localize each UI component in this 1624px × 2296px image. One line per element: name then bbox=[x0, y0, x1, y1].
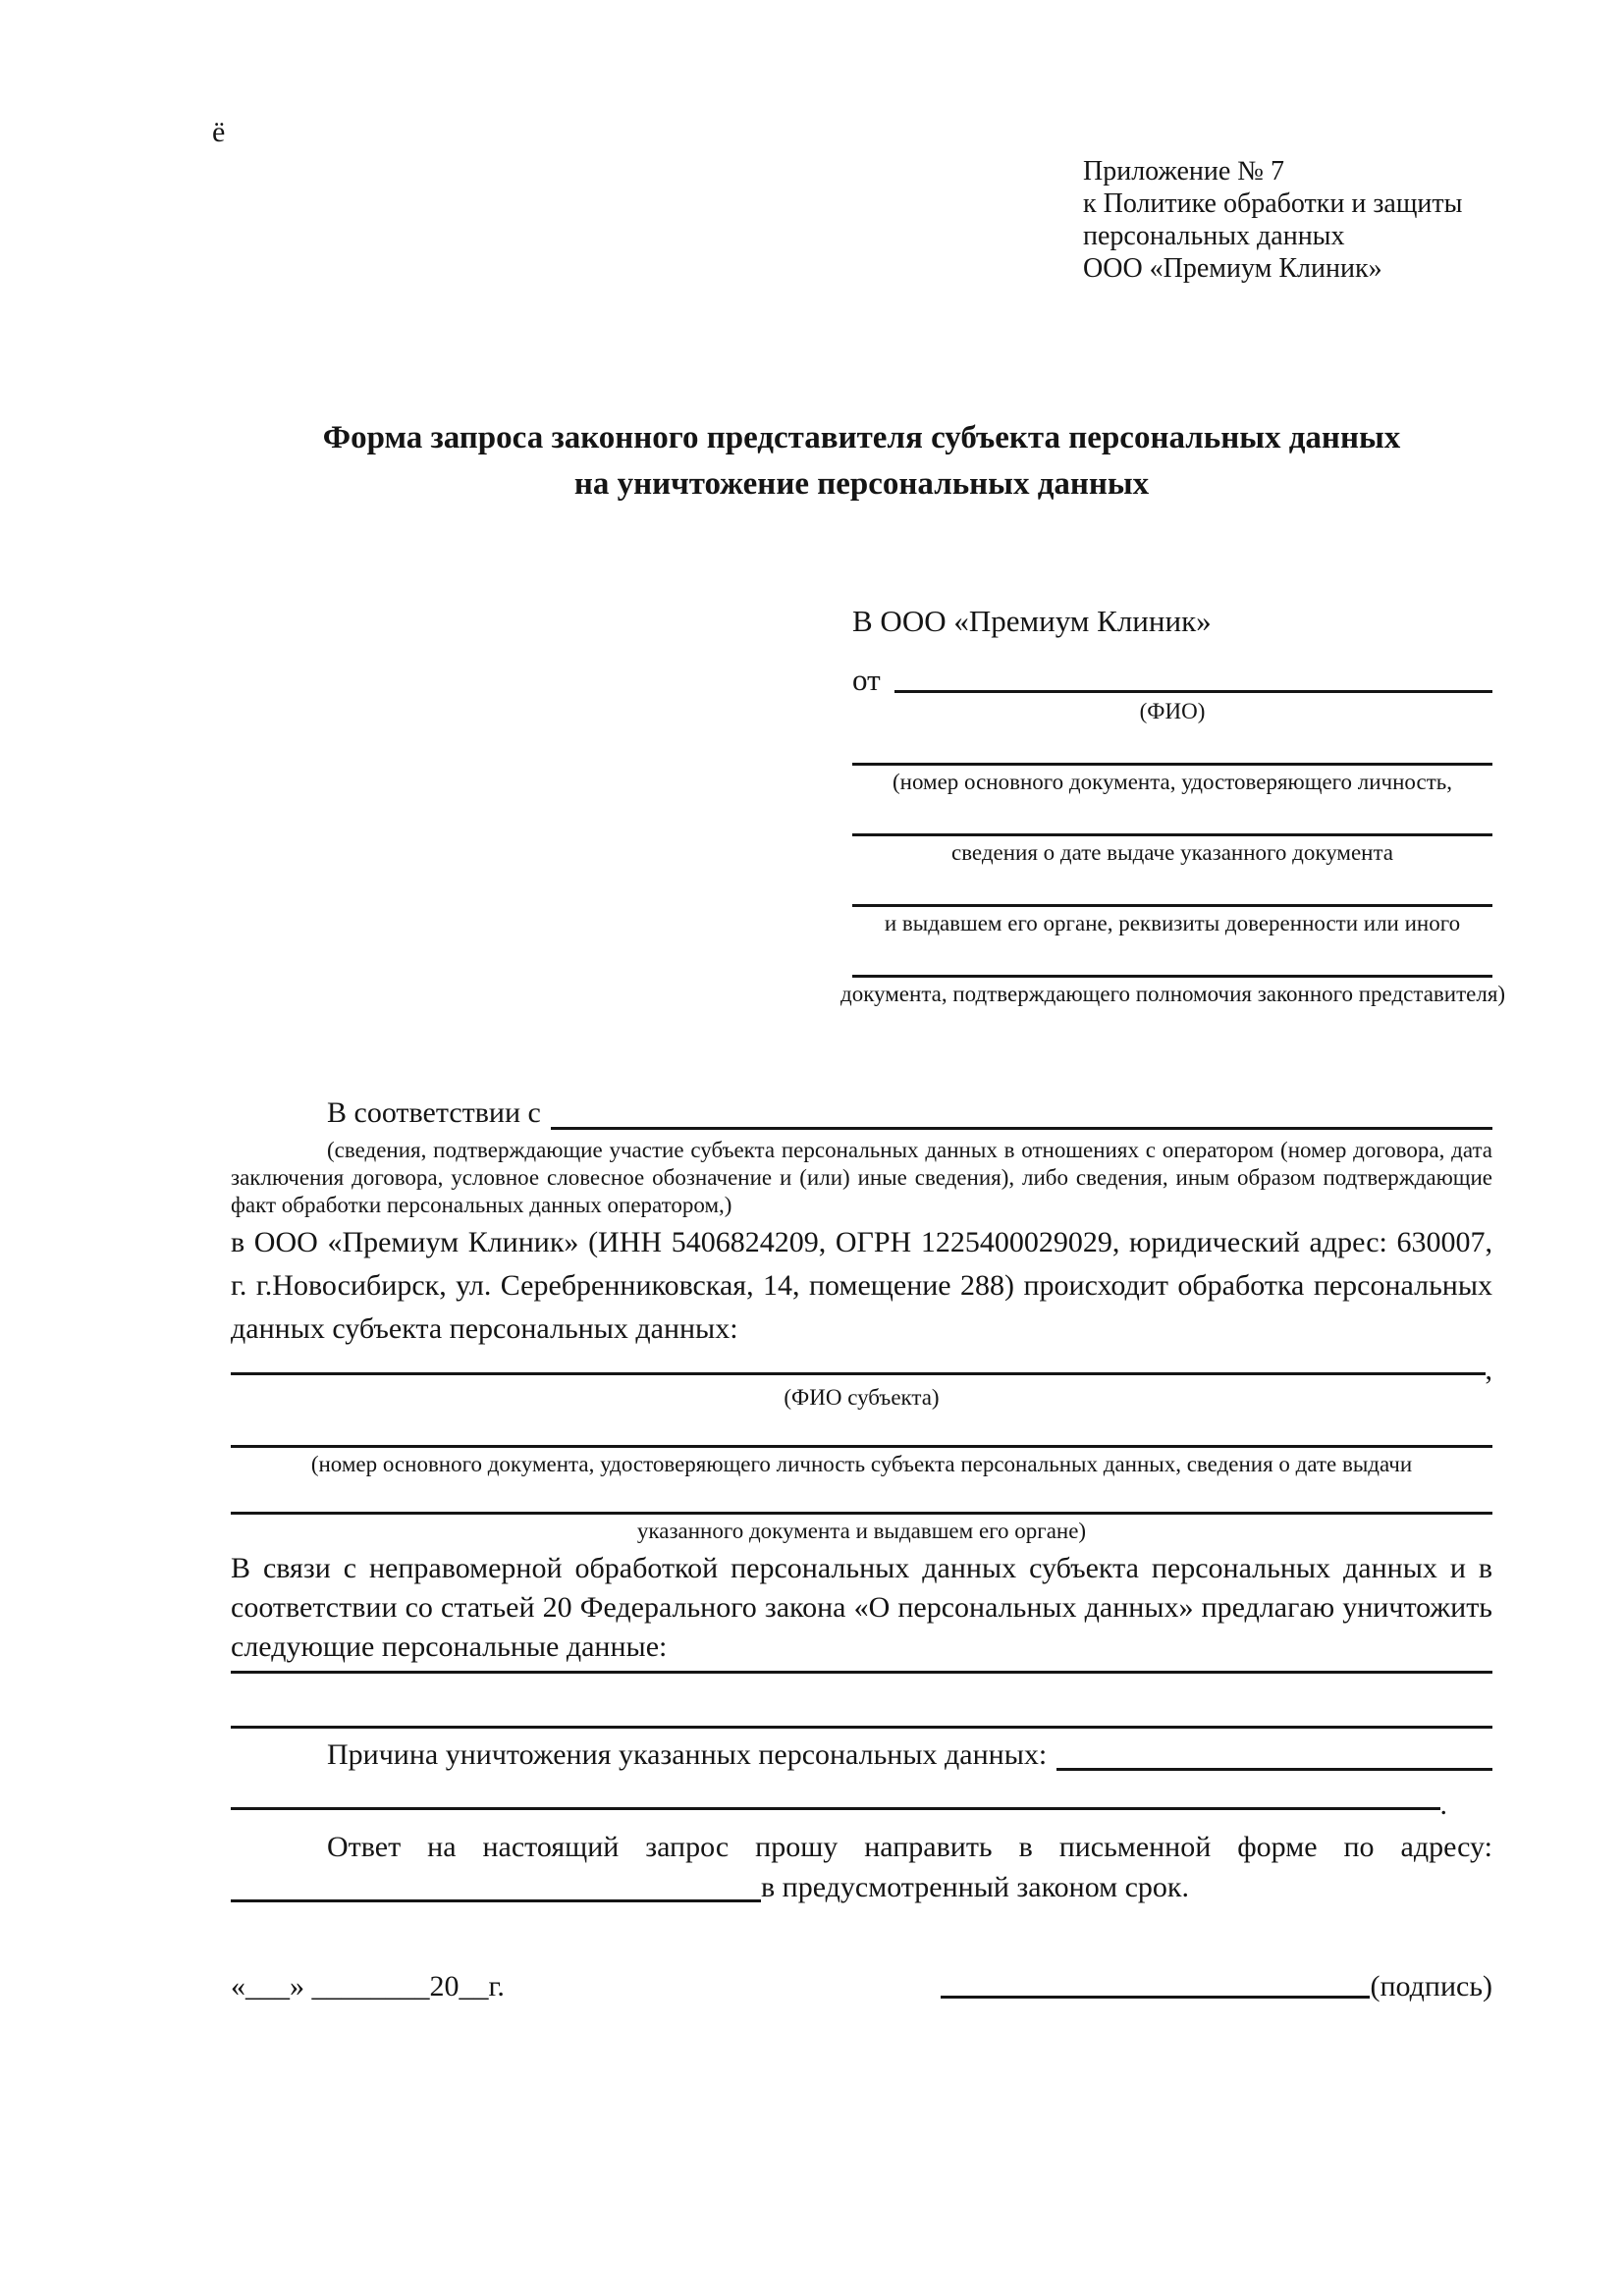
subject-fio-row bbox=[231, 1354, 1492, 1386]
document-title bbox=[231, 415, 1492, 507]
signature-footer bbox=[231, 1968, 1492, 2005]
appendix-line-2: к Политике обработки и защиты bbox=[1083, 188, 1463, 219]
document-body bbox=[231, 1092, 1492, 1907]
trailing-comma: , bbox=[1485, 1354, 1492, 1386]
representative-doc-caption-1: (номер основного документа, удостоверяющего личность, bbox=[892, 770, 1452, 794]
subject-doc-caption-1: (номер основного документа, удостоверяющего личность субъекта персональных данных, сведения о дате выдачи bbox=[310, 1452, 1413, 1476]
subject-fio-caption: (ФИО субъекта) bbox=[784, 1385, 940, 1410]
accordance-fill-line bbox=[551, 1092, 1492, 1130]
representative-doc-fill-line-2 bbox=[852, 833, 1492, 836]
signature-area bbox=[941, 1968, 1492, 2005]
representative-doc-fill-line-4 bbox=[852, 975, 1492, 978]
representative-fio-fill-line bbox=[894, 663, 1492, 693]
document-title-line-2: на уничтожение персональных данных bbox=[573, 466, 1150, 502]
reason-row bbox=[231, 1735, 1492, 1776]
representative-doc-fill-line-1 bbox=[852, 763, 1492, 766]
addressee-block bbox=[840, 604, 1506, 1006]
subject-doc-fill-line-1 bbox=[231, 1445, 1492, 1448]
date-line: «___» ________20__г. bbox=[231, 1970, 505, 2002]
from-label: от bbox=[852, 663, 881, 697]
reply-paragraph: Ответ на настоящий запрос прошу направить в письменной форме по адресу: bbox=[327, 1831, 1492, 1863]
representative-doc-fill-line-3 bbox=[852, 904, 1492, 907]
data-to-destroy-fill-line-2 bbox=[231, 1726, 1492, 1729]
accordance-row bbox=[231, 1092, 1492, 1135]
signature-caption: (подпись) bbox=[1370, 1970, 1492, 2002]
stray-character: ё bbox=[212, 116, 226, 148]
subject-doc-caption-2: указанного документа и выдавшем его органе) bbox=[636, 1519, 1087, 1543]
reply-tail-text: в предусмотренный законом срок. bbox=[761, 1871, 1189, 1903]
fio-caption: (ФИО) bbox=[1139, 699, 1206, 723]
document-title-line-1: Форма запроса законного представителя субъекта персональных данных bbox=[322, 420, 1401, 455]
accordance-footnote: (сведения, подтверждающие участие субъекта персональных данных в отношениях с оператором (номер договора, дата заключения договора, условное словесное обозначение и (или) иные сведения), либо сведения, иным образом подтверждающие факт обработки персональных данных оператором,) bbox=[231, 1138, 1492, 1217]
demand-paragraph: В связи с неправомерной обработкой персональных данных субъекта персональных данных и в соответствии со статьей 20 Федерального закона «О персональных данных» предлагаю уничтожить следующие персональные данные: bbox=[231, 1552, 1492, 1663]
appendix-line-1: Приложение № 7 bbox=[1083, 156, 1284, 187]
accordance-lead: В соответствии с bbox=[327, 1096, 541, 1129]
representative-doc-caption-3: и выдавшем его органе, реквизиты доверенности или иного bbox=[884, 911, 1461, 935]
subject-doc-fill-line-2 bbox=[231, 1512, 1492, 1515]
reply-address-fill-line bbox=[231, 1868, 761, 1902]
reason-fill-line-2 bbox=[231, 1791, 1440, 1810]
appendix-line-3: персональных данных bbox=[1083, 221, 1345, 251]
reason-continuation-row bbox=[231, 1791, 1492, 1819]
representative-doc-caption-2: сведения о дате выдаче указанного документа bbox=[950, 840, 1394, 865]
appendix-block bbox=[1083, 155, 1505, 285]
subject-fio-fill-line bbox=[231, 1357, 1486, 1375]
data-to-destroy-fill-line-1 bbox=[231, 1671, 1492, 1674]
appendix-line-4: ООО «Премиум Клиник» bbox=[1083, 253, 1382, 284]
operator-paragraph: в ООО «Премиум Клиник» (ИНН 5406824209, ОГРН 1225400029029, юридический адрес: 630007, г. г.Новосибирск, ул. Серебренниковская, 14, помещение 288) происходит обработка персональных данных субъекта персональных данных: bbox=[231, 1226, 1492, 1345]
reason-fill-line bbox=[1056, 1735, 1492, 1771]
representative-doc-caption-4: документа, подтверждающего полномочия законного представителя) bbox=[840, 982, 1506, 1006]
from-row bbox=[852, 663, 1492, 698]
trailing-period: . bbox=[1439, 1789, 1447, 1821]
reason-lead: Причина уничтожения указанных персональных данных: bbox=[327, 1738, 1048, 1771]
addressee-organization: В ООО «Премиум Клиник» bbox=[852, 604, 1212, 638]
signature-line bbox=[941, 1996, 1370, 1999]
reply-address-row bbox=[231, 1868, 1492, 1907]
